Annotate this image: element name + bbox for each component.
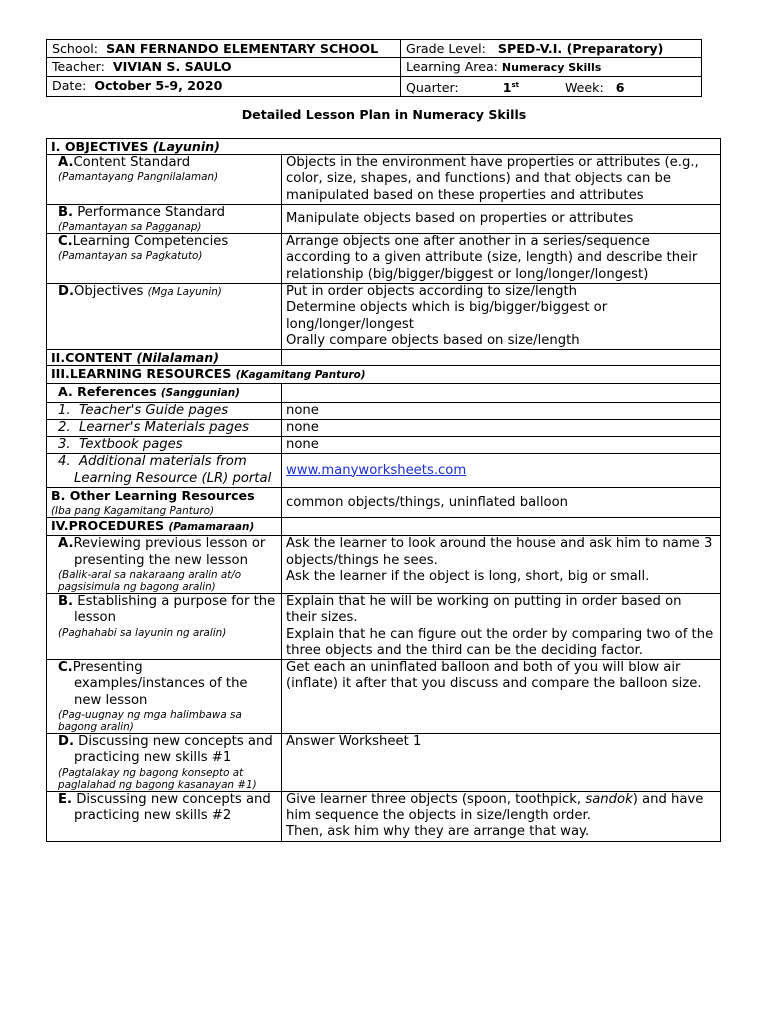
content-standard-text: Objects in the environment have properties or attributes (e.g., color, size, shapes, and functions) and that objects can be manipulated based on these properties and attributes — [282, 155, 721, 205]
procedure-e-row — [47, 791, 721, 841]
area-value: Numeracy Skills — [501, 61, 602, 74]
lesson-plan-table — [46, 138, 721, 842]
page-title: Detailed Lesson Plan in Numeracy Skills — [241, 107, 527, 122]
procedure-e-text: Give learner three objects (spoon, toothpick, sandok) and have him sequence the objects in size/length order. Then, ask him why they are arrange that way. — [282, 791, 721, 841]
procedure-c-row — [47, 660, 721, 734]
grade-value: SPED-V.I. (Preparatory) — [497, 41, 664, 56]
date-value: October 5-9, 2020 — [94, 78, 223, 93]
performance-standard-text: Manipulate objects based on properties or attributes — [282, 204, 721, 233]
competencies-label: C.Learning Competencies (Pamantayan sa Pagkatuto) — [47, 234, 282, 284]
references-row — [47, 384, 721, 402]
textbook-value: none — [282, 437, 721, 454]
procedure-b-label: B. Establishing a purpose for the lesson (Paghahabi sa layunin ng aralin) — [47, 593, 282, 659]
competencies-row — [47, 234, 721, 284]
resources-heading: III.LEARNING RESOURCES (Kagamitang Panturo) — [47, 366, 721, 384]
area-label: Learning Area: — [406, 59, 498, 74]
performance-standard-label: B. Performance Standard (Pamantayan sa Pagganap) — [47, 204, 282, 233]
content-heading-empty — [282, 350, 721, 366]
learners-materials-label: 2. Learner's Materials pages — [47, 419, 282, 436]
teachers-guide-label: 1. Teacher's Guide pages — [47, 402, 282, 419]
procedure-a-label: A.Reviewing previous lesson or presenting the new lesson (Balik-aral sa nakaraang aralin at/o pagsisimula ng bagong aralin) — [47, 536, 282, 594]
content-standard-label: A.Content Standard (Pamantayang Pangnilalaman) — [47, 155, 282, 205]
procedure-b-text: Explain that he will be working on putting in order based on their sizes. Explain that he can figure out the order by comparing two of the three objects and the third can be the deciding factor. — [282, 593, 721, 659]
school-cell — [47, 40, 401, 58]
references-label: A. References (Sanggunian) — [47, 384, 282, 402]
quarter-cell — [401, 77, 702, 97]
objectives-row — [47, 284, 721, 350]
procedure-e-label: E. Discussing new concepts and practicing new skills #2 — [47, 791, 282, 841]
additional-materials-label: 4. Additional materials from Learning Resource (LR) portal — [47, 454, 282, 488]
objectives-heading-row — [47, 139, 721, 155]
procedures-heading-row — [47, 518, 721, 536]
quarter-suffix: st — [511, 81, 519, 89]
procedures-heading-empty — [282, 518, 721, 536]
content-heading: II.CONTENT (Nilalaman) — [47, 350, 282, 366]
objectives-label: D.Objectives (Mga Layunin) — [47, 284, 282, 350]
procedure-d-label: D. Discussing new concepts and practicing new skills #1 (Pagtalakay ng bagong konsepto at paglalahad ng bagong kasanayan #1) — [47, 734, 282, 792]
content-standard-row — [47, 155, 721, 205]
grade-label: Grade Level: — [406, 41, 486, 56]
other-resources-label: B. Other Learning Resources (Iba pang Kagamitang Panturo) — [47, 488, 282, 518]
procedure-d-text: Answer Worksheet 1 — [282, 734, 721, 792]
learners-materials-row — [47, 419, 721, 436]
resources-heading-row — [47, 366, 721, 384]
week-label: Week: — [564, 80, 604, 96]
learners-materials-value: none — [282, 419, 721, 436]
teacher-cell — [47, 58, 401, 77]
quarter-value: 1 — [502, 80, 512, 96]
worksheets-link[interactable]: www.manyworksheets.com — [286, 462, 467, 478]
additional-materials-row — [47, 454, 721, 488]
additional-materials-value-cell — [282, 454, 721, 488]
procedure-a-text: Ask the learner to look around the house and ask him to name 3 objects/things he sees. Ask the learner if the object is long, short, big or small. — [282, 536, 721, 594]
textbook-row — [47, 437, 721, 454]
procedure-c-text: Get each an uninflated balloon and both of you will blow air (inflate) it after that you discuss and compare the balloon size. — [282, 660, 721, 734]
grade-cell — [401, 40, 702, 58]
procedure-b-row — [47, 593, 721, 659]
procedure-d-row — [47, 734, 721, 792]
teacher-label: Teacher: — [52, 59, 105, 74]
week-value: 6 — [615, 80, 625, 96]
header-row-teacher — [47, 58, 702, 77]
performance-standard-row — [47, 204, 721, 233]
other-resources-row — [47, 488, 721, 518]
teachers-guide-row — [47, 402, 721, 419]
date-label: Date: — [52, 78, 87, 93]
procedure-a-row — [47, 536, 721, 594]
content-heading-row — [47, 350, 721, 366]
teachers-guide-value: none — [282, 402, 721, 419]
school-label: School: — [52, 41, 99, 56]
references-empty — [282, 384, 721, 402]
date-cell — [47, 77, 401, 97]
competencies-text: Arrange objects one after another in a series/sequence according to a given attribute (size, length) and describe their relationship (big/bigger/biggest or long/longer/longest) — [282, 234, 721, 284]
header-row-school — [47, 40, 702, 58]
objectives-heading: I. OBJECTIVES (Layunin) — [47, 139, 721, 155]
textbook-label: 3. Textbook pages — [47, 437, 282, 454]
school-value: SAN FERNANDO ELEMENTARY SCHOOL — [106, 41, 379, 56]
header-row-date — [47, 77, 702, 97]
area-cell — [401, 58, 702, 77]
procedures-heading: IV.PROCEDURES (Pamamaraan) — [47, 518, 282, 536]
objectives-text: Put in order objects according to size/length Determine objects which is big/bigger/biggest or long/longer/longest Orally compare objects based on size/length — [282, 284, 721, 350]
header-table — [46, 39, 702, 97]
procedure-c-label: C.Presenting examples/instances of the new lesson (Pag-uugnay ng mga halimbawa sa bagong aralin) — [47, 660, 282, 734]
other-resources-value: common objects/things, uninflated balloon — [282, 488, 721, 518]
quarter-label: Quarter: — [406, 80, 459, 96]
teacher-value: VIVIAN S. SAULO — [112, 59, 232, 74]
